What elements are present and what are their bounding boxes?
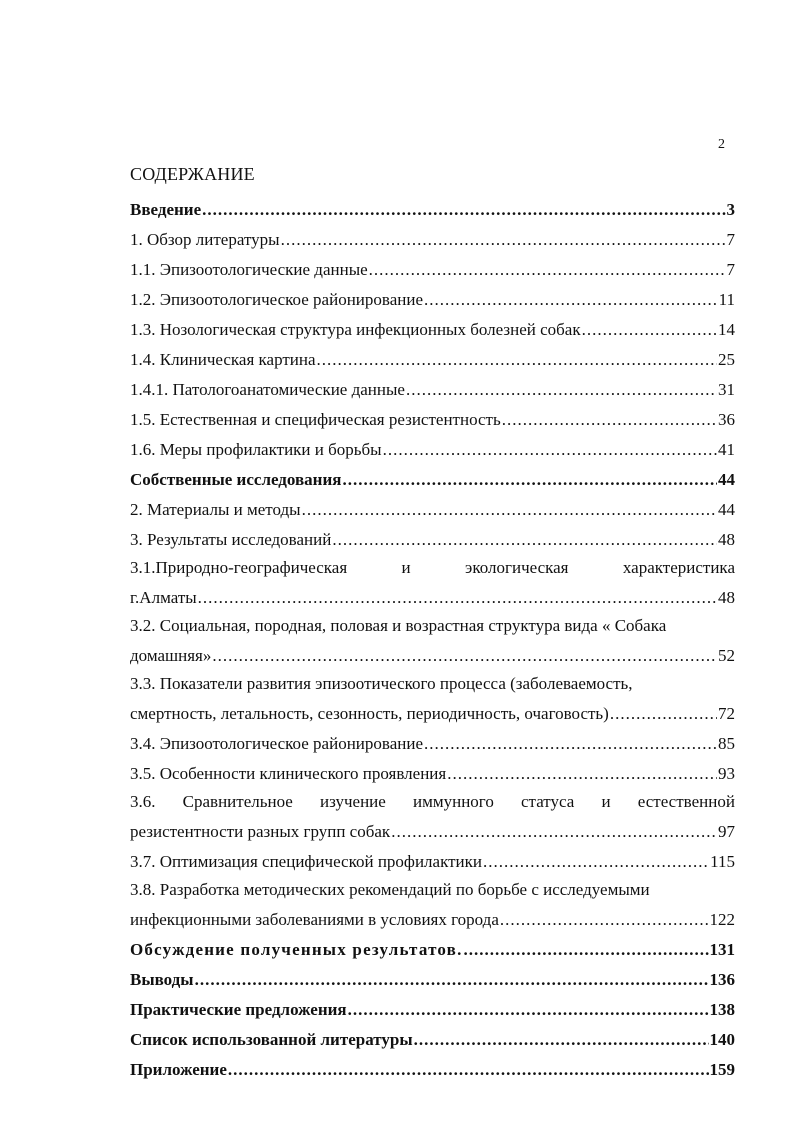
toc-leader-dots	[332, 529, 717, 551]
toc-leader-dots	[582, 319, 717, 341]
toc-entry-page: 85	[718, 734, 735, 753]
toc-entry-label: инфекционными заболеваниями в условиях города	[130, 910, 499, 929]
toc-entry-label: 1. Обзор литературы	[130, 230, 280, 249]
toc-entry-label: 1.5. Естественная и специфическая резистентность	[130, 410, 501, 429]
toc-entry-word: Сравнительное	[182, 792, 293, 811]
toc-leader-dots	[348, 999, 709, 1021]
toc-entry-label: 1.4. Клиническая картина	[130, 350, 316, 369]
toc-entry-own-research[interactable]	[130, 461, 735, 491]
toc-leader-dots	[424, 289, 718, 311]
toc-entry-3-1-line2[interactable]	[130, 579, 735, 609]
toc-entry-label: Приложение	[130, 1060, 227, 1079]
toc-entry-label: 3.4. Эпизоотологическое районирование	[130, 734, 423, 753]
toc-entry-3-1-line1[interactable]	[130, 551, 735, 579]
toc-entry-3[interactable]	[130, 521, 735, 551]
toc-entry-page: 25	[718, 350, 735, 369]
toc-leader-dots	[424, 733, 717, 755]
toc-entry-page: 72	[718, 704, 735, 723]
toc-entry-page: 122	[709, 910, 735, 929]
toc-leader-dots	[302, 499, 717, 521]
toc-entry-page: 115	[710, 852, 735, 871]
toc-entry-label: 3.3. Показатели развития эпизоотического процесса (заболеваемость,	[130, 674, 633, 693]
toc-entry-references[interactable]	[130, 1021, 735, 1051]
toc-leader-dots	[383, 439, 717, 461]
toc-entry-label: г.Алматы	[130, 588, 197, 607]
toc-entry-label: 3. Результаты исследований	[130, 530, 332, 549]
toc-entry-page: 159	[709, 1060, 735, 1079]
toc-leader-dots	[198, 587, 717, 609]
toc-entry-label: 2. Материалы и методы	[130, 500, 301, 519]
toc-leader-dots	[406, 379, 717, 401]
toc-leader-dots	[317, 349, 717, 371]
toc-entry-page: 93	[718, 764, 735, 783]
toc-entry-page: 36	[718, 410, 735, 429]
toc-entry-word: 3.6.	[130, 792, 156, 811]
toc-leader-dots	[414, 1029, 709, 1051]
toc-title: СОДЕРЖАНИЕ	[130, 164, 255, 184]
toc-entry-3-6-line1[interactable]	[130, 785, 735, 813]
toc-entry-label: 1.3. Нозологическая структура инфекционных болезней собак	[130, 320, 581, 339]
toc-entry-page: 136	[709, 970, 735, 989]
toc-leader-dots	[464, 939, 709, 961]
toc-entry-3-6-line2[interactable]	[130, 813, 735, 843]
toc-entry-page: 48	[718, 588, 735, 607]
toc-entry-word: изучение	[320, 792, 386, 811]
toc-entry-word: и	[601, 792, 611, 811]
toc-leader-dots	[228, 1059, 709, 1081]
toc-entry-word: и	[401, 558, 411, 577]
toc-entry-page: 97	[718, 822, 735, 841]
toc-entry-label: Обсуждение полученных результатов.	[130, 940, 463, 959]
toc-entry-3-2-line1[interactable]	[130, 609, 735, 637]
toc-entry-page: 140	[709, 1030, 735, 1049]
toc-entry-3-5[interactable]	[130, 755, 735, 785]
toc-entry-3-7[interactable]	[130, 843, 735, 873]
toc-entry-page: 7	[726, 230, 735, 249]
toc-entry-1-2[interactable]	[130, 281, 735, 311]
toc-entry-label: Практические предложения	[130, 1000, 347, 1019]
toc-entry-label: Список использованной литературы	[130, 1030, 413, 1049]
toc-entry-page: 44	[718, 500, 735, 519]
toc-leader-dots	[281, 229, 726, 251]
toc-entry-page: 44	[718, 470, 735, 489]
page-number: 2	[718, 137, 725, 152]
toc-entry-page: 41	[718, 440, 735, 459]
toc-entry-page: 7	[726, 260, 735, 279]
toc-entry-word: характеристика	[622, 558, 735, 577]
toc-entry-3-8-line2[interactable]	[130, 901, 735, 931]
toc-entry-lit-review[interactable]	[130, 221, 735, 251]
toc-entry-3-2-line2[interactable]	[130, 637, 735, 667]
toc-entry-label: Выводы	[130, 970, 194, 989]
toc-entry-3-8-line1[interactable]	[130, 873, 735, 901]
toc-entry-word: статуса	[521, 792, 575, 811]
toc-entry-intro[interactable]	[130, 191, 735, 221]
toc-leader-dots	[202, 199, 725, 221]
toc-entry-3-4[interactable]	[130, 725, 735, 755]
toc-entry-label: Собственные исследования	[130, 470, 342, 489]
toc-leader-dots	[483, 851, 709, 873]
table-of-contents	[130, 191, 735, 1081]
toc-entry-1-4-1[interactable]	[130, 371, 735, 401]
toc-entry-page: 14	[718, 320, 735, 339]
toc-entry-3-3-line1[interactable]	[130, 667, 735, 695]
toc-entry-label: 1.4.1. Патологоанатомические данные	[130, 380, 405, 399]
toc-entry-1-6[interactable]	[130, 431, 735, 461]
toc-entry-label: 3.5. Особенности клинического проявления	[130, 764, 447, 783]
toc-entry-appendix[interactable]	[130, 1051, 735, 1081]
toc-entry-page: 48	[718, 530, 735, 549]
toc-entry-practical[interactable]	[130, 991, 735, 1021]
toc-entry-page: 138	[709, 1000, 735, 1019]
toc-entry-1-3[interactable]	[130, 311, 735, 341]
toc-leader-dots	[369, 259, 726, 281]
toc-entry-label: 3.8. Разработка методических рекомендаций по борьбе с исследуемыми	[130, 880, 650, 899]
toc-entry-label: резистентности разных групп собак	[130, 822, 391, 841]
toc-leader-dots	[502, 409, 717, 431]
toc-entry-label: смертность, летальность, сезонность, периодичность, очаговость)	[130, 704, 609, 723]
toc-entry-label: 3.2. Социальная, породная, половая и возрастная структура вида « Собака	[130, 616, 667, 635]
toc-entry-word: 3.1.Природно-географическая	[130, 558, 348, 577]
toc-entry-word: экологическая	[465, 558, 569, 577]
toc-entry-label: 1.6. Меры профилактики и борьбы	[130, 440, 382, 459]
toc-entry-discussion[interactable]	[130, 931, 735, 961]
toc-entry-word: естественной	[637, 792, 735, 811]
toc-entry-page: 131	[709, 940, 735, 959]
toc-leader-dots	[195, 969, 709, 991]
toc-entry-word: иммунного	[412, 792, 494, 811]
toc-entry-page: 52	[718, 646, 735, 665]
toc-entry-page: 3	[726, 200, 735, 219]
toc-entry-label: Введение	[130, 200, 202, 219]
toc-entry-1-5[interactable]	[130, 401, 735, 431]
toc-entry-3-3-line2[interactable]	[130, 695, 735, 725]
toc-leader-dots	[342, 469, 717, 491]
toc-leader-dots	[610, 703, 717, 725]
toc-entry-page: 31	[718, 380, 735, 399]
toc-entry-label: 1.1. Эпизоотологические данные	[130, 260, 368, 279]
toc-leader-dots	[212, 645, 717, 667]
toc-leader-dots	[500, 909, 709, 931]
toc-entry-2[interactable]	[130, 491, 735, 521]
toc-entry-label: домашняя»	[130, 646, 212, 665]
toc-entry-1-1[interactable]	[130, 251, 735, 281]
toc-entry-1-4[interactable]	[130, 341, 735, 371]
toc-entry-conclusions[interactable]	[130, 961, 735, 991]
toc-entry-label: 3.7. Оптимизация специфической профилактики	[130, 852, 482, 871]
toc-leader-dots	[447, 763, 717, 785]
toc-leader-dots	[391, 821, 717, 843]
toc-entry-page: 11	[718, 290, 735, 309]
toc-entry-label: 1.2. Эпизоотологическое районирование	[130, 290, 423, 309]
